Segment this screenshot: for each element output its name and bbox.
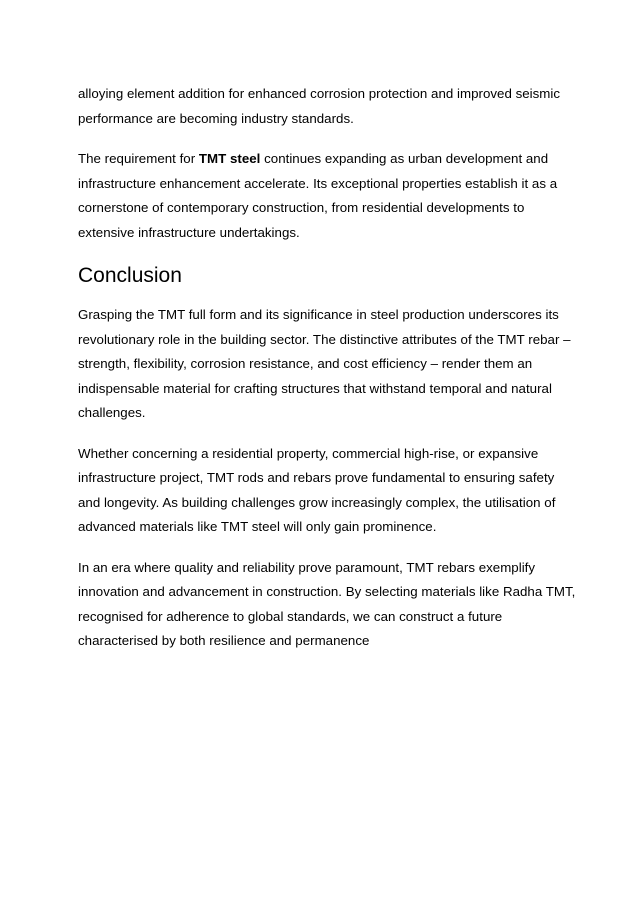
text-line: extensive infrastructure undertakings. [78, 224, 300, 240]
paragraph-alloying [78, 82, 578, 131]
paragraph-grasping [78, 303, 578, 426]
text-line: revolutionary role in the building sector. The distinctive attributes of the TMT rebar – [78, 331, 571, 347]
text-line: Grasping the TMT full form and its significance in steel production underscores its [78, 307, 559, 322]
paragraph-era [78, 556, 578, 654]
bold-term: TMT steel [198, 151, 261, 166]
text-line: advanced materials like TMT steel will only gain prominence. [78, 519, 437, 534]
text-line: cornerstone of contemporary construction, from residential developments to [78, 200, 525, 215]
text-line: Whether concerning a residential property, commercial high-rise, or expansive [78, 445, 539, 461]
text-suffix: continues expanding as urban development and [260, 151, 549, 166]
paragraph-whether [78, 442, 578, 540]
text-line-first [78, 147, 578, 172]
text-line: characterised by both resilience and permanence [78, 633, 370, 648]
section-heading-conclusion: Conclusion [78, 264, 182, 287]
text-prefix: The requirement for [78, 151, 199, 166]
paragraph-requirement [78, 147, 578, 245]
text-line: infrastructure enhancement accelerate. Its exceptional properties establish it as a [78, 175, 558, 191]
text-line: challenges. [78, 405, 146, 420]
text-line: strength, flexibility, corrosion resistance, and cost efficiency – render them an [78, 356, 533, 371]
text-line: performance are becoming industry standards. [78, 110, 354, 126]
text-line: In an era where quality and reliability prove paramount, TMT rebars exemplify [78, 559, 536, 575]
text-line: and longevity. As building challenges grow increasingly complex, the utilisation of [78, 494, 556, 510]
text-line: alloying element addition for enhanced corrosion protection and improved seismic [78, 86, 561, 101]
text-line: recognised for adherence to global standards, we can construct a future [78, 608, 503, 624]
text-line: infrastructure project, TMT rods and rebars prove fundamental to ensuring safety [78, 470, 555, 485]
text-line: innovation and advancement in construction. By selecting materials like Radha TMT, [78, 584, 576, 599]
text-line: indispensable material for crafting structures that withstand temporal and natural [78, 380, 552, 396]
